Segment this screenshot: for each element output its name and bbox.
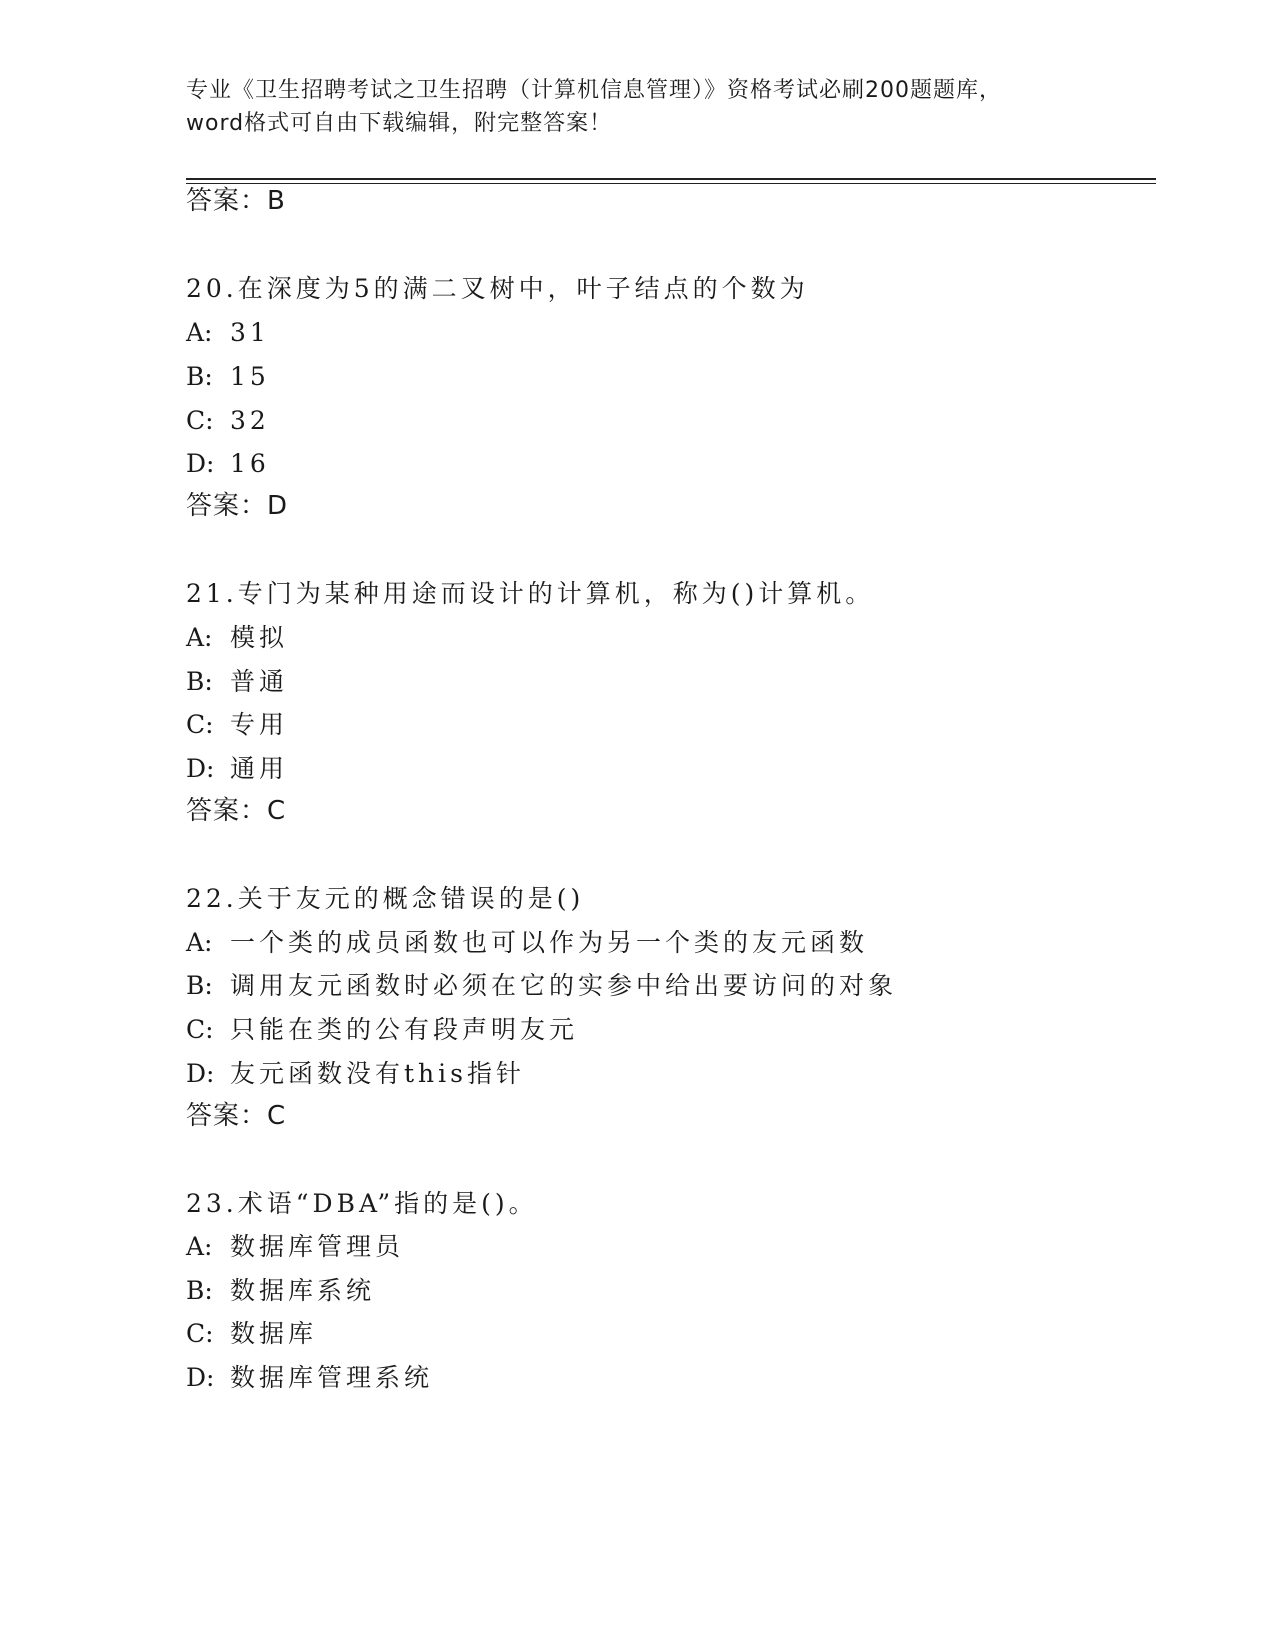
option-letter: A: xyxy=(186,623,213,652)
option-text: 调用友元函数时必须在它的实参中给出要访问的对象 xyxy=(230,971,898,1000)
option-b xyxy=(186,359,270,395)
option-letter: D: xyxy=(186,1363,215,1392)
question-stem: 21.专门为某种用途而设计的计算机，称为()计算机。 xyxy=(186,579,875,608)
option-text: 通用 xyxy=(230,754,289,783)
option-c xyxy=(186,1012,578,1048)
option-letter: D: xyxy=(186,449,215,478)
option-letter: C: xyxy=(186,406,214,435)
option-letter: A: xyxy=(186,318,213,347)
answer-line: 答案：C xyxy=(186,1101,287,1131)
option-letter: D: xyxy=(186,754,215,783)
option-letter: B: xyxy=(186,1276,213,1305)
option-letter: B: xyxy=(186,971,213,1000)
option-text: 数据库系统 xyxy=(230,1276,376,1305)
option-letter: C: xyxy=(186,1319,214,1348)
option-text: 16 xyxy=(230,449,270,478)
header-title-line-2: word格式可自由下载编辑，附完整答案！ xyxy=(186,111,613,136)
option-a xyxy=(186,925,868,961)
option-text: 友元函数没有this指针 xyxy=(230,1059,525,1088)
previous-answer: 答案：B xyxy=(186,186,286,216)
option-c xyxy=(186,707,288,743)
option-b xyxy=(186,1273,375,1309)
header-divider xyxy=(186,178,1156,184)
option-d xyxy=(186,1360,433,1396)
option-d xyxy=(186,751,288,787)
option-d xyxy=(186,1056,525,1092)
option-text: 只能在类的公有段声明友元 xyxy=(230,1015,579,1044)
option-letter: A: xyxy=(186,928,213,957)
option-d xyxy=(186,446,270,482)
option-text: 专用 xyxy=(230,710,289,739)
option-letter: C: xyxy=(186,1015,214,1044)
header-title-line-1: 专业《卫生招聘考试之卫生招聘（计算机信息管理）》资格考试必刷200题题库， xyxy=(186,78,1002,103)
option-text: 数据库管理员 xyxy=(230,1232,405,1261)
option-b xyxy=(186,968,897,1004)
option-text: 普通 xyxy=(230,667,289,696)
option-letter: C: xyxy=(186,710,214,739)
option-b xyxy=(186,664,288,700)
option-text: 32 xyxy=(230,406,270,435)
question-stem: 22.关于友元的概念错误的是() xyxy=(186,884,585,913)
option-a xyxy=(186,1229,404,1265)
page-header xyxy=(186,74,1086,140)
option-letter: B: xyxy=(186,667,213,696)
option-text: 31 xyxy=(230,318,270,347)
option-c xyxy=(186,1316,317,1352)
answer-line: 答案：C xyxy=(186,796,287,826)
option-text: 15 xyxy=(230,362,270,391)
option-c xyxy=(186,403,270,439)
option-a xyxy=(186,620,288,656)
option-letter: D: xyxy=(186,1059,215,1088)
option-text: 模拟 xyxy=(230,623,289,652)
option-letter: A: xyxy=(186,1232,213,1261)
option-a xyxy=(186,315,270,351)
option-letter: B: xyxy=(186,362,213,391)
option-text: 数据库管理系统 xyxy=(230,1363,434,1392)
option-text: 数据库 xyxy=(230,1319,318,1348)
option-text: 一个类的成员函数也可以作为另一个类的友元函数 xyxy=(230,928,869,957)
question-stem: 23.术语“DBA”指的是()。 xyxy=(186,1189,538,1218)
question-stem: 20.在深度为5的满二叉树中，叶子结点的个数为 xyxy=(186,274,809,303)
answer-line: 答案：D xyxy=(186,491,289,521)
